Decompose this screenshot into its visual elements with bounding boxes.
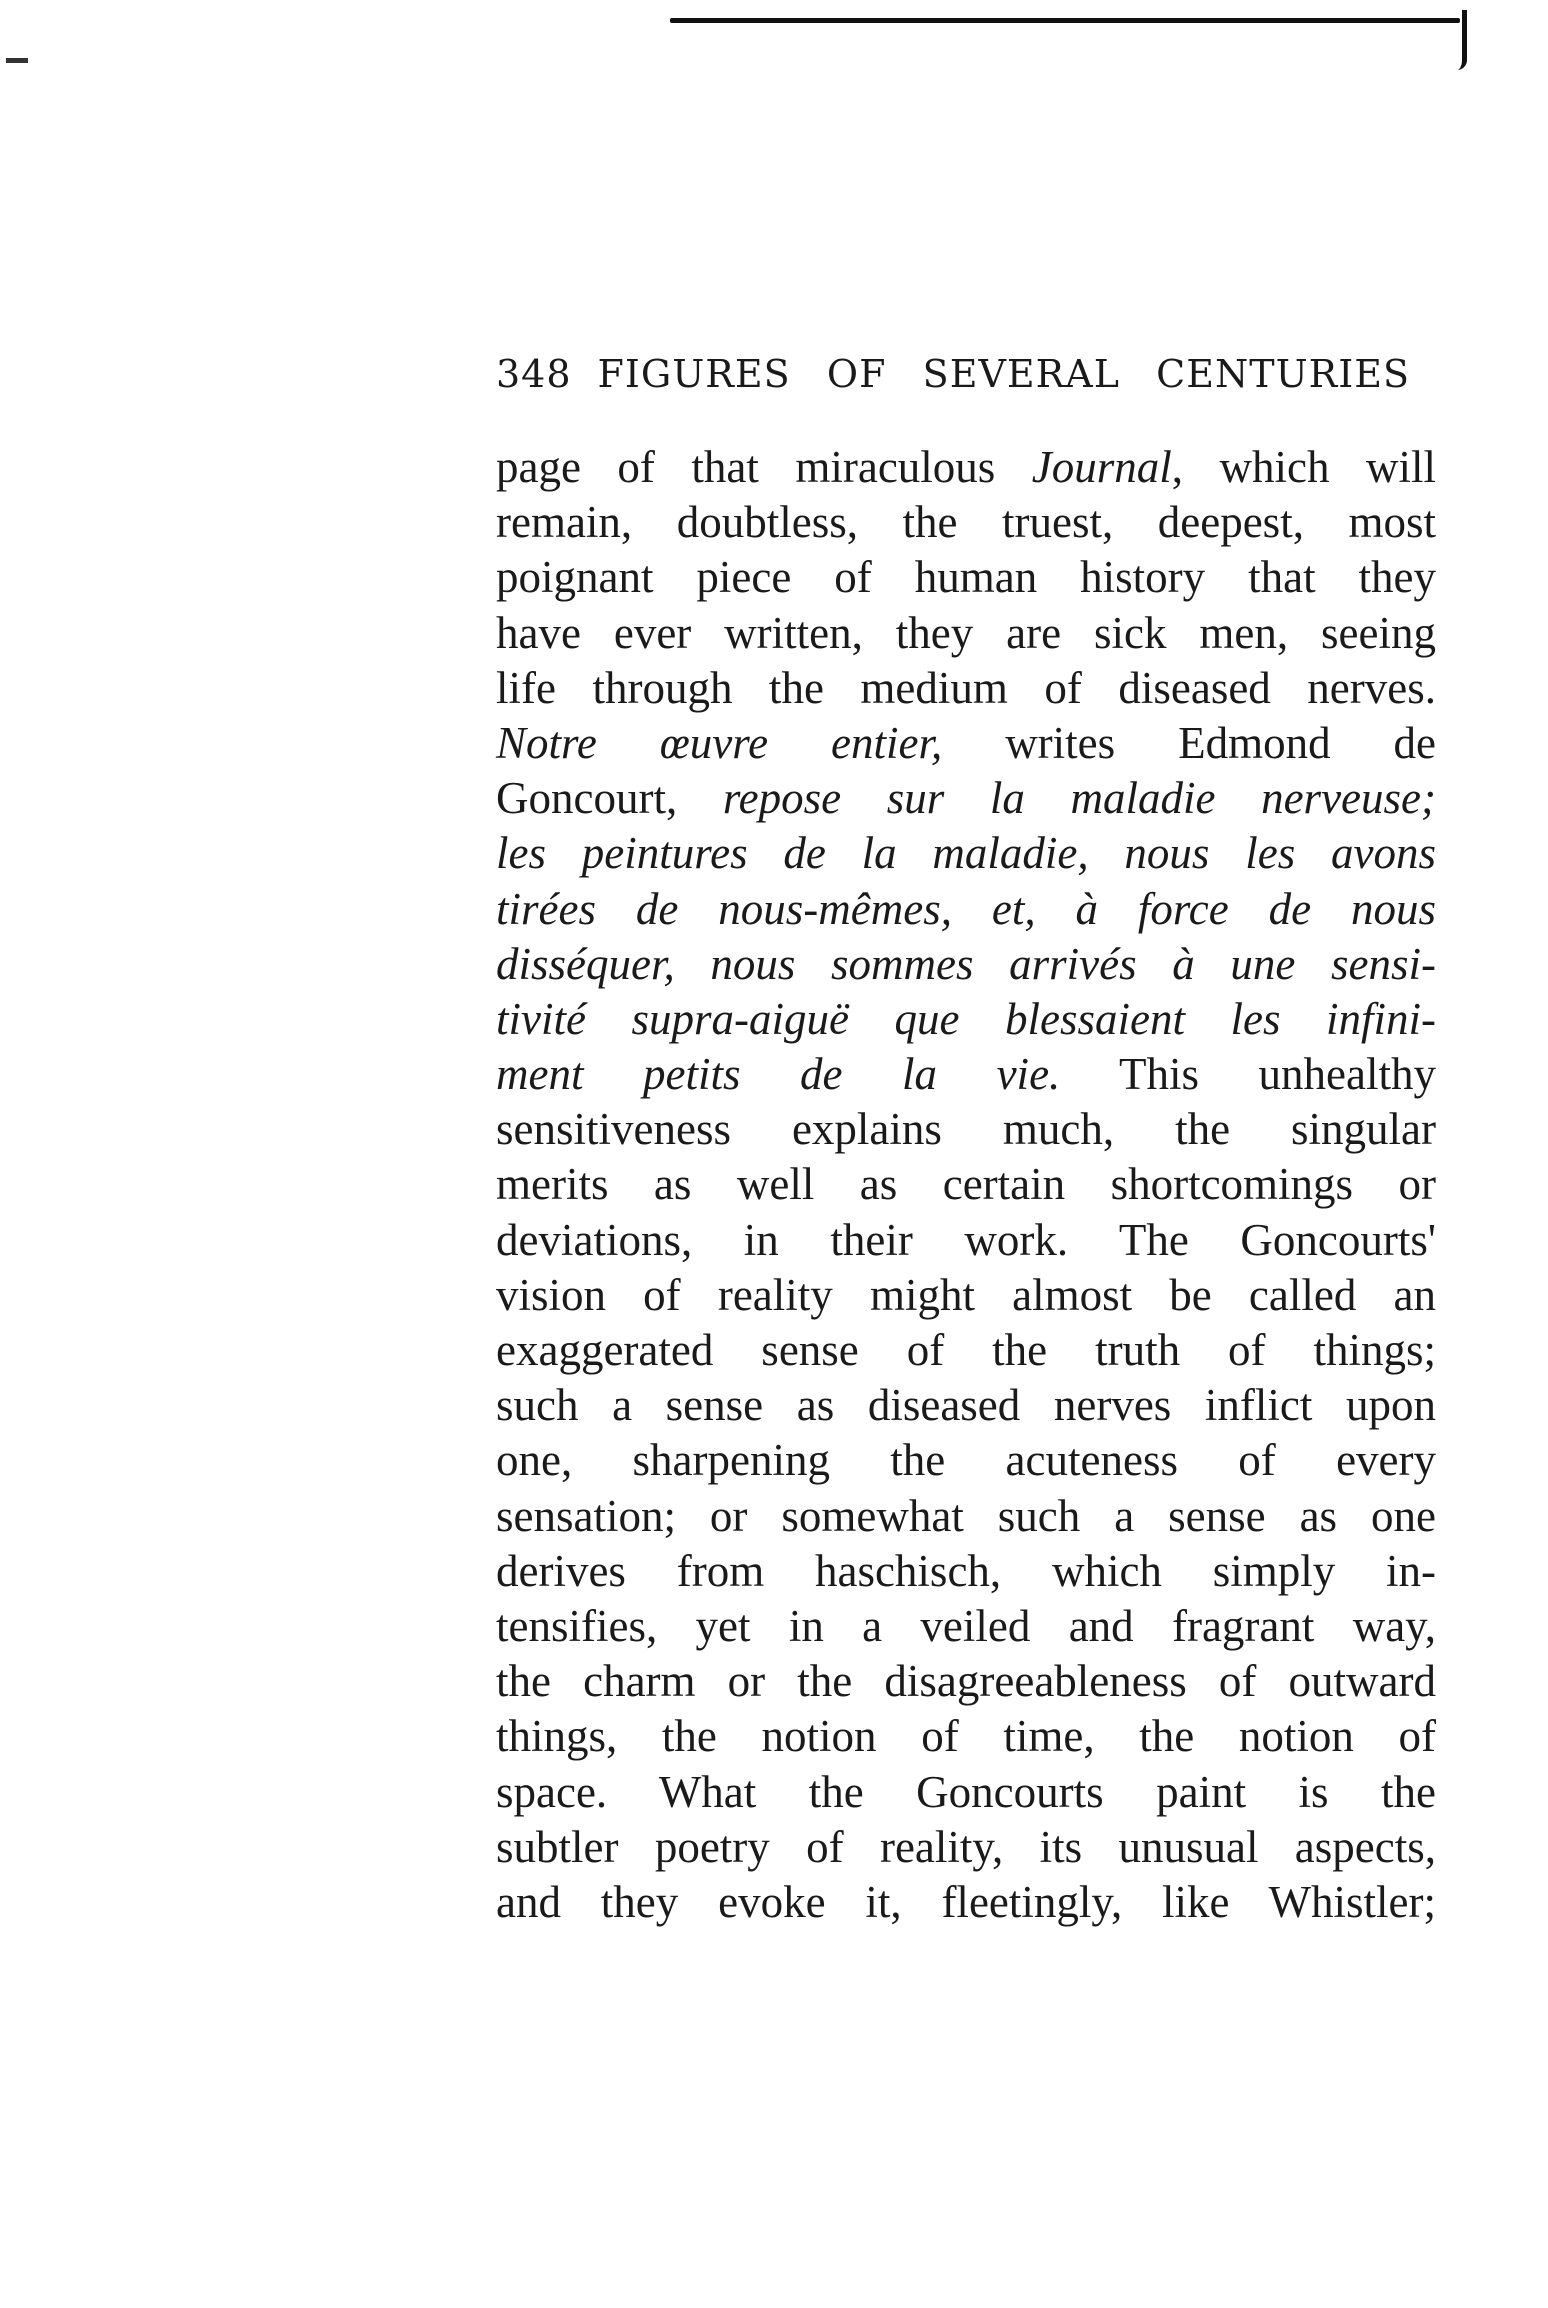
- text-segment: and they evoke it, fleetingly, like Whistler;: [496, 1876, 1436, 1927]
- text-segment: such a sense as diseased nerves inflict upon: [496, 1380, 1436, 1431]
- text-line: [496, 1489, 1436, 1544]
- text-segment: deviations, in their work. The Goncourts': [496, 1214, 1436, 1265]
- italic-text: les peintures de la maladie, nous les avons: [496, 828, 1436, 879]
- text-segment: have ever written, they are sick men, seeing: [496, 607, 1436, 658]
- text-line: [496, 1157, 1436, 1212]
- italic-text: Notre œuvre entier,: [496, 717, 943, 768]
- text-segment: life through the medium of diseased nerves.: [496, 662, 1436, 713]
- text-segment: vision of reality might almost be called an: [496, 1269, 1436, 1320]
- text-line: [496, 1433, 1436, 1488]
- text-segment: remain, doubtless, the truest, deepest, most: [496, 497, 1436, 548]
- text-line: [496, 495, 1436, 550]
- text-line: [496, 550, 1436, 605]
- text-line: [496, 992, 1436, 1047]
- running-header: [496, 352, 1410, 396]
- text-segment: space. What the Goncourts paint is the: [496, 1766, 1436, 1817]
- text-line: [496, 1378, 1436, 1433]
- text-line: [496, 1709, 1436, 1764]
- italic-text: ment petits de la vie.: [496, 1049, 1061, 1100]
- text-line: [496, 716, 1436, 771]
- text-line: [496, 1544, 1436, 1599]
- text-segment: the charm or the disagreeableness of outward: [496, 1656, 1436, 1707]
- text-line: [496, 440, 1436, 495]
- text-segment: tensifies, yet in a veiled and fragrant way,: [496, 1600, 1436, 1651]
- text-segment: things, the notion of time, the notion of: [496, 1711, 1436, 1762]
- text-segment: merits as well as certain shortcomings or: [496, 1159, 1436, 1210]
- text-line: [496, 1820, 1436, 1875]
- text-line: [496, 882, 1436, 937]
- top-rule-line: [670, 18, 1460, 23]
- text-segment: one, sharpening the acuteness of every: [496, 1435, 1436, 1486]
- text-segment: Goncourt,: [496, 773, 723, 824]
- text-segment: sensation; or somewhat such a sense as one: [496, 1490, 1436, 1541]
- text-line: [496, 1268, 1436, 1323]
- text-line: [496, 1654, 1436, 1709]
- text-line: [496, 606, 1436, 661]
- text-line: [496, 1047, 1436, 1102]
- text-line: [496, 1765, 1436, 1820]
- scan-mark: [6, 58, 28, 63]
- text-segment: page of that miraculous: [496, 442, 1032, 492]
- text-line: [496, 937, 1436, 992]
- text-line: [496, 661, 1436, 716]
- running-title: FIGURES OF SEVERAL CENTURIES: [597, 352, 1410, 396]
- text-line: [496, 1875, 1436, 1930]
- italic-text: disséquer, nous sommes arrivés à une sensi-: [496, 938, 1436, 989]
- text-segment: exaggerated sense of the truth of things;: [496, 1325, 1436, 1375]
- text-line: [496, 1323, 1436, 1378]
- page-number: 348: [496, 352, 572, 396]
- italic-text: tivité supra-aiguë que blessaient les infini-: [496, 993, 1436, 1044]
- text-segment: , which will: [1171, 442, 1436, 492]
- text-line: [496, 1599, 1436, 1654]
- page-edge-curl: [1448, 10, 1467, 70]
- italic-text: repose sur la maladie nerveuse;: [722, 773, 1436, 824]
- body-text: [496, 440, 1436, 1930]
- text-line: [496, 1102, 1436, 1157]
- text-line: [496, 1213, 1436, 1268]
- text-segment: subtler poetry of reality, its unusual aspects,: [496, 1821, 1436, 1872]
- text-line: [496, 771, 1436, 826]
- text-segment: poignant piece of human history that they: [496, 552, 1436, 603]
- text-segment: sensitiveness explains much, the singular: [496, 1104, 1436, 1155]
- italic-text: tirées de nous-mêmes, et, à force de nous: [496, 883, 1436, 934]
- text-line: [496, 826, 1436, 881]
- italic-text: Journal: [1031, 442, 1172, 492]
- text-segment: derives from haschisch, which simply in-: [496, 1545, 1436, 1596]
- text-segment: This unhealthy: [1060, 1049, 1437, 1100]
- text-segment: writes Edmond de: [942, 717, 1436, 768]
